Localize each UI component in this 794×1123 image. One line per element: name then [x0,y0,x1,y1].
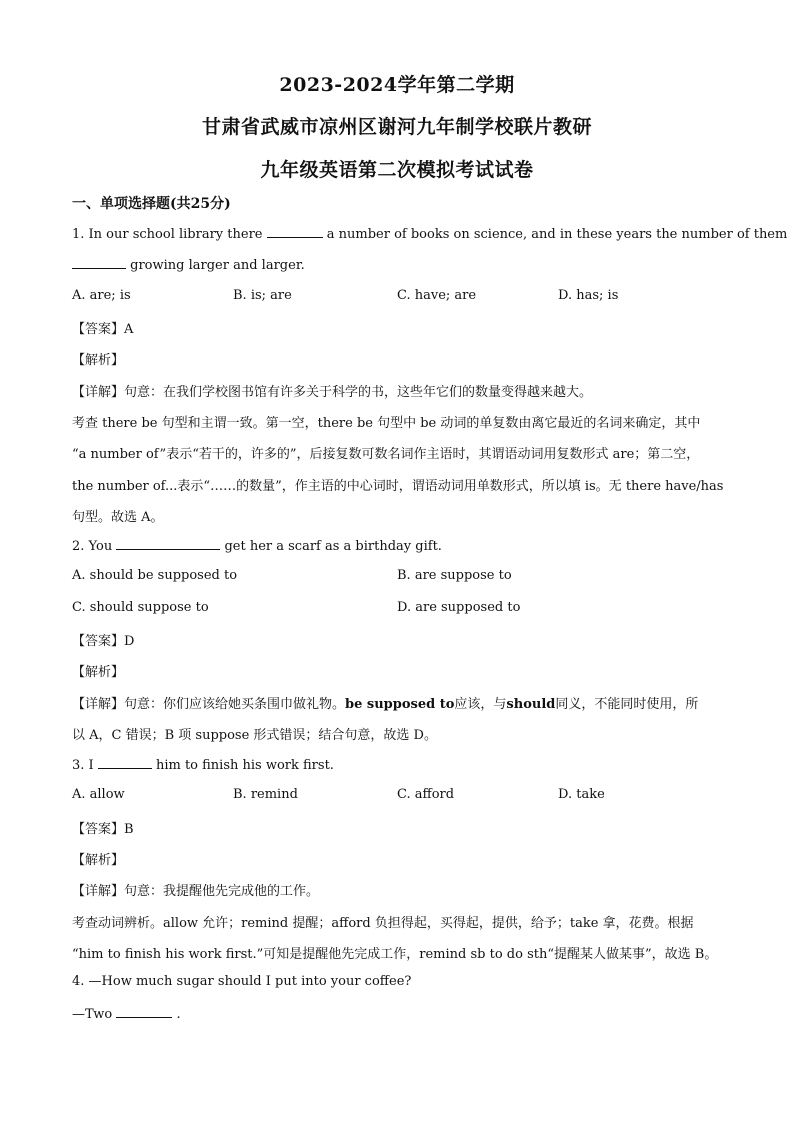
q1-detail-3: “a number of”表示“若干的，许多的”，后接复数可数名词作主语时，其谓语动词用复数形式 are；第二空， [72,447,700,462]
q1-stem-c: growing larger and larger. [130,258,305,273]
q3-option-d: D. take [558,787,605,802]
q1-option-b: B. is; are [233,288,292,303]
q3-detail-1: 【详解】句意：我提醒他先完成他的工作。 [72,884,320,899]
q3-detail-3: “him to finish his work first.”可知是提醒他先完成工作，remind sb to do sth“提醒某人做某事”，故选 B。 [72,947,718,962]
header-term: 2023-2024学年第二学期 [279,74,515,96]
q1-option-d: D. has; is [558,288,619,303]
q3-stem-b: him to finish his work first. [155,758,334,773]
q3-stem-a: 3. I [72,758,94,773]
q4-blank [116,1005,172,1018]
q1-detail-1: 【详解】句意：在我们学校图书馆有许多关于科学的书，这些年它们的数量变得越来越大。 [72,385,593,400]
header-school: 甘肃省武威市凉州区谢河九年制学校联片教研 [201,116,592,138]
q1-stem-b: a number of books on science, and in these years the number of them [326,227,788,242]
q1-blank-2 [72,256,126,269]
q2-detail-b: be supposed to [345,697,455,712]
header-exam-title: 九年级英语第二次模拟考试试卷 [260,159,534,181]
q2-blank [116,537,220,550]
q1-option-a: A. are; is [72,288,131,303]
q2-option-d: D. are supposed to [397,600,521,615]
q2-option-a: A. should be supposed to [72,568,238,583]
q1-detail-2: 考查 there be 句型和主谓一致。第一空，there be 句型中 be 动词的单复数由离它最近的名词来确定，其中 [72,416,701,431]
q3-answer: 【答案】B [72,822,134,837]
q2-detail-e: 同义，不能同时使用，所 [555,697,699,712]
q1-blank-1 [267,225,323,238]
q2-detail-f: 以 A，C 错误；B 项 suppose 形式错误；结合句意，故选 D。 [72,728,437,743]
q3-option-a: A. allow [72,787,125,802]
q2-stem-a: 2. You [72,539,113,554]
q1-option-c: C. have; are [397,288,477,303]
q2-answer: 【答案】D [72,634,135,649]
q3-blank [98,756,152,769]
q1-analysis-label: 【解析】 [72,353,125,368]
q3-analysis-label: 【解析】 [72,853,125,868]
q2-option-c: C. should suppose to [72,600,209,615]
section-title: 一、单项选择题(共25分) [72,196,231,212]
q1-detail-4: the number of...表示“……的数量”，作主语的中心词时，谓语动词用单数形式，所以填 is。无 there have/has [72,479,724,494]
q1-stem-a: 1. In our school library there [72,227,263,242]
q4-stem: 4. —How much sugar should I put into your coffee? [72,974,412,989]
q2-stem-b: get her a scarf as a birthday gift. [224,539,442,554]
q2-detail-c: 应该，与 [454,697,507,712]
q2-detail-line1 [72,693,698,712]
q2-analysis-label: 【解析】 [72,665,125,680]
q4-reply-a: —Two [72,1007,113,1022]
q1-detail-5: 句型。故选 A。 [72,510,164,525]
q3-detail-2: 考查动词辨析。allow 允许；remind 提醒；afford 负担得起，买得起，提供，给予；take 拿，花费。根据 [72,916,694,931]
q1-stem-line1 [72,225,787,242]
q4-reply [72,1005,181,1022]
q2-detail-a: 【详解】句意：你们应该给她买条围巾做礼物。 [72,697,346,712]
q2-option-b: B. are suppose to [397,568,512,583]
q3-option-b: B. remind [233,787,298,802]
q1-answer: 【答案】A [72,322,134,337]
q1-stem-line2 [72,256,305,273]
q3-option-c: C. afford [397,787,455,802]
q3-stem [72,756,334,773]
q2-detail-d: should [506,697,556,712]
q4-reply-b: . [176,1007,181,1022]
q2-stem [72,537,442,554]
